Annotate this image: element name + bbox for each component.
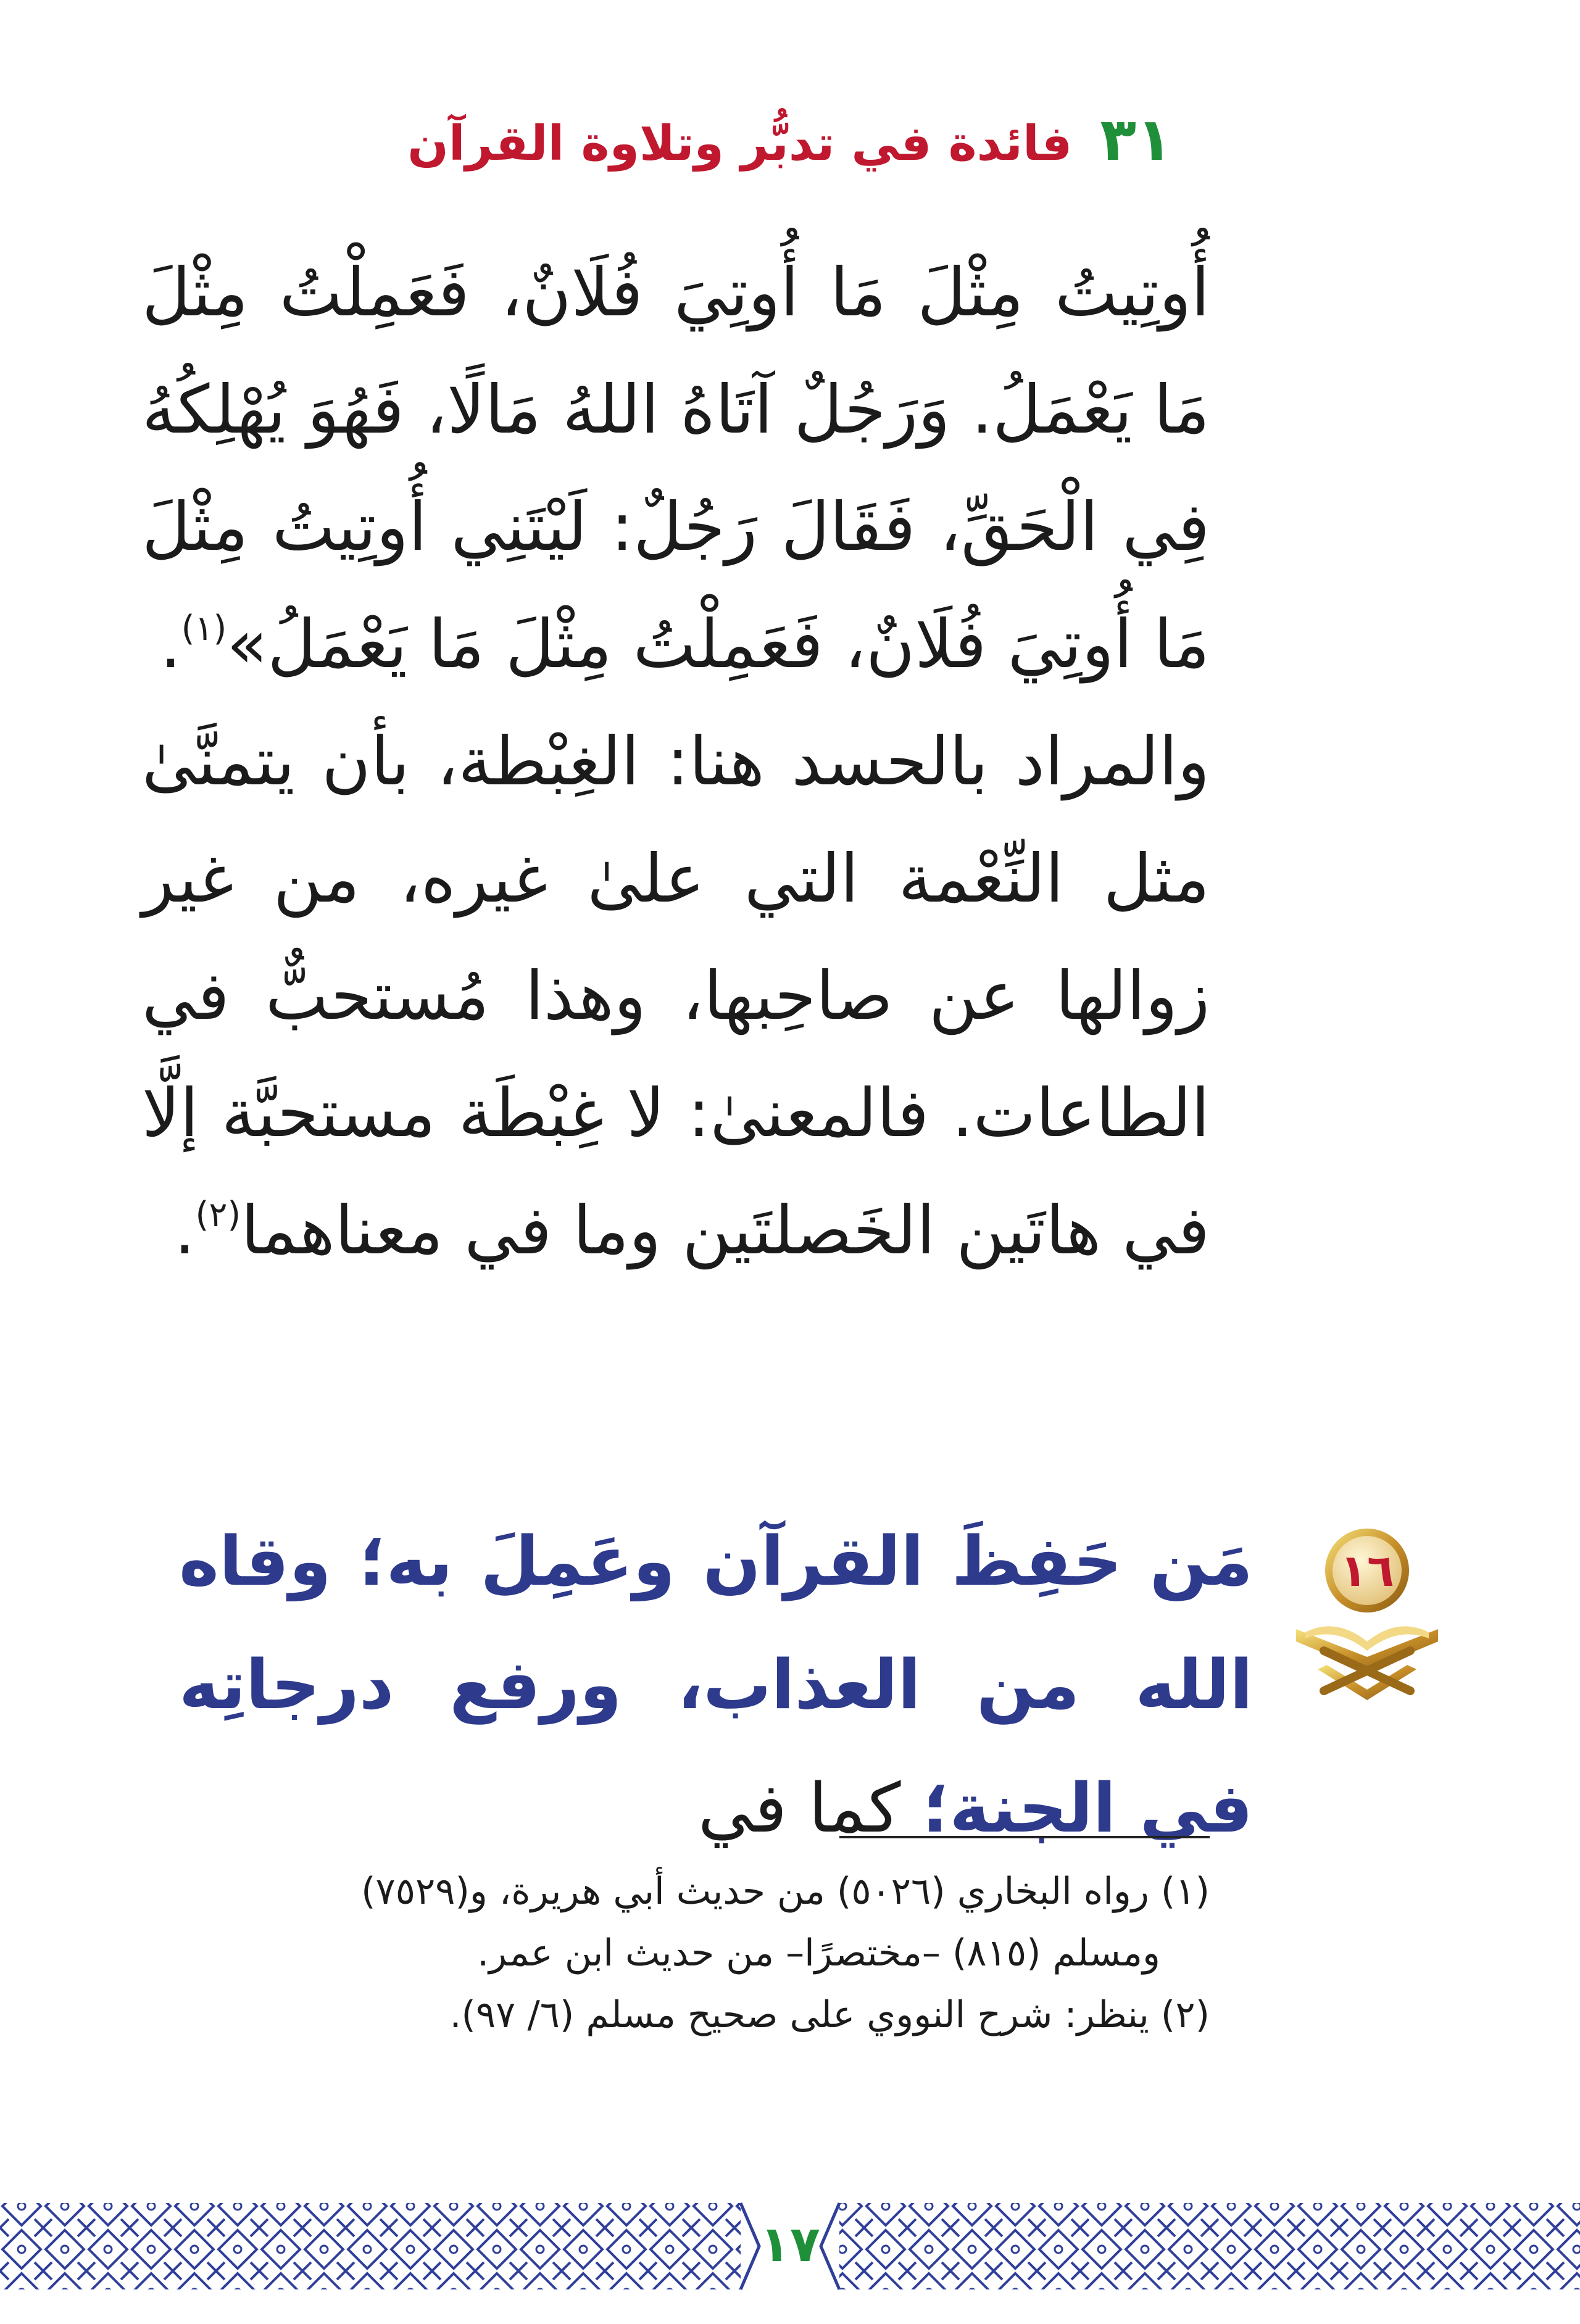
paragraph-explanation [142,703,1210,1290]
paragraph-hadith [142,234,1210,703]
paragraph-explanation-text: والمراد بالحسد هنا: الغِبْطة، بأن يتمنَّىٰ مثل النِّعْمة التي علىٰ غيره، من غير زوالها عن صاحِبها، وهذا مُستحبٌّ في الطاعات. فالمعنىٰ: لا غِبْطَة مستحبَّة إلَّا في هاتَين الخَصلتَين وما في معناهما [142,723,1210,1269]
benefit-section [123,1500,1450,1848]
footnote-1-line-2: ومسلم (٨١٥) –مختصرًا– من حديث ابن عمر. [477,1932,1160,1975]
benefit-heading-tail: كما في [697,1769,923,1848]
header-title: فائدة في تدبُّر وتلاوة القرآن [407,116,1073,172]
quran-stand-icon [1284,1524,1450,1709]
footnote-ref-1[interactable]: (١) [181,608,227,649]
page-footer [0,2185,1580,2308]
footnote-ref-2[interactable]: (٢) [195,1195,241,1235]
benefit-heading [179,1500,1253,1870]
paragraph-explanation-end: . [174,1192,196,1269]
header-number: ٣١ [1100,105,1173,174]
footnote-divider [839,1836,1210,1838]
quran-stand-badge [1284,1524,1450,1709]
footnote-2: (٢) ينظر: شرح النووي على صحيح مسلم (٦/ ٩٧). [449,1993,1210,2036]
benefit-heading-text: مَن حَفِظَ القرآن وعَمِلَ به؛ وقاه الله من العذاب، ورفع درجاتِه في الجنة؛ [179,1522,1253,1848]
footnote-1-line-1: (١) رواه البخاري (٥٠٢٦) من حديث أبي هريرة، و(٧٥٢٩) [361,1870,1210,1913]
paragraph-hadith-end: . [160,606,181,683]
main-text [142,234,1210,1290]
footnotes [142,1861,1210,2046]
page-number: ١٧ [760,2215,820,2273]
paragraph-hadith-text: أُوتِيتُ مِثْلَ مَا أُوتِيَ فُلَانٌ، فَعَمِلْتُ مِثْلَ مَا يَعْمَلُ. وَرَجُلٌ آتَاهُ اللهُ مَالًا، فَهُوَ يُهْلِكُهُ فِي الْحَقِّ، فَقَالَ رَجُلٌ: لَيْتَنِي أُوتِيتُ مِثْلَ مَا أُوتِيَ فُلَانٌ، فَعَمِلْتُ مِثْلَ مَا يَعْمَلُ» [142,254,1210,683]
badge-number: ١٦ [1340,1545,1394,1596]
running-header [0,105,1580,174]
